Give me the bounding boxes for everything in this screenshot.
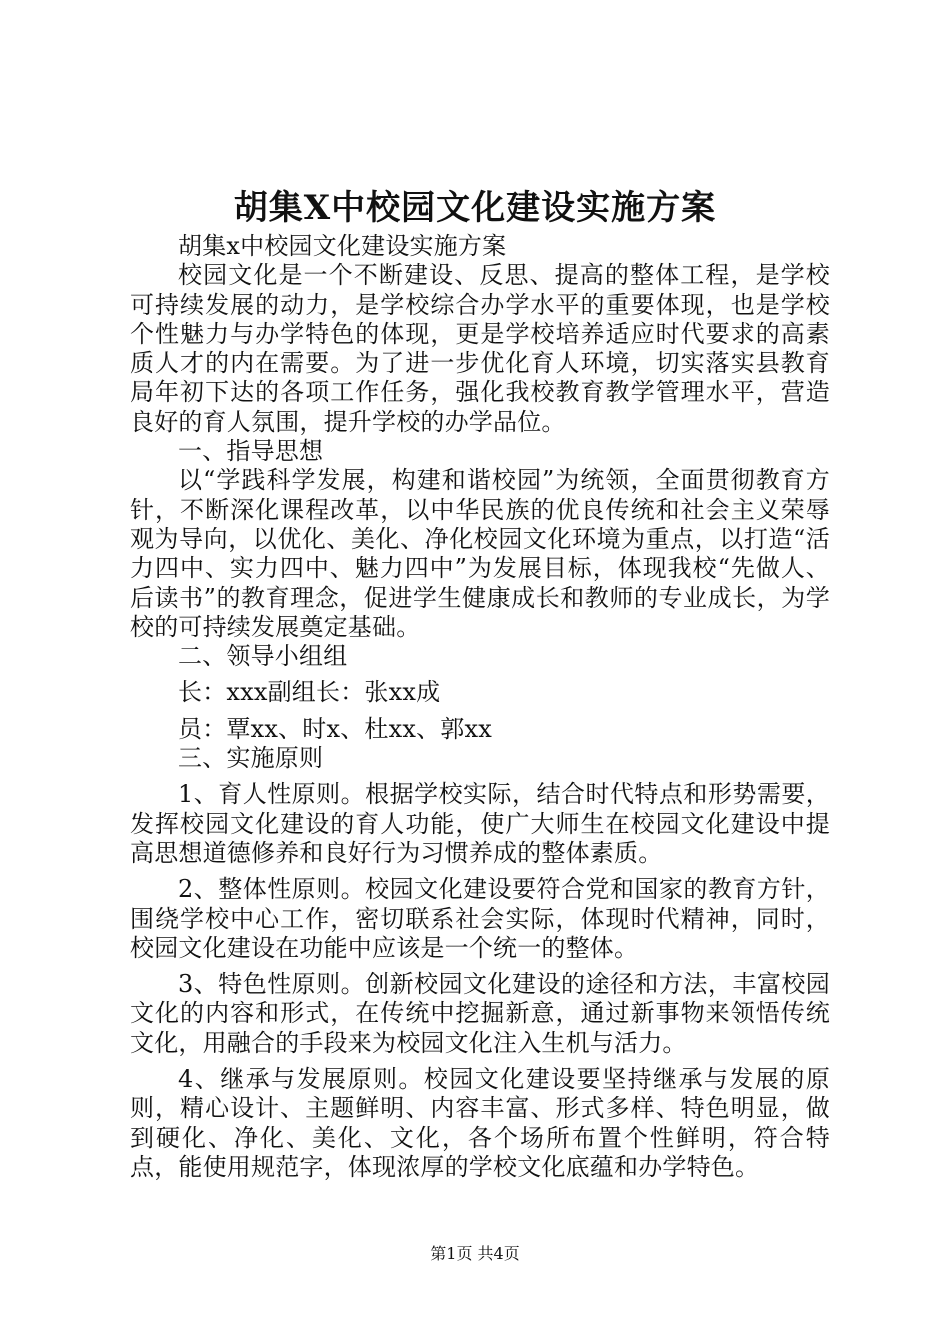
leadership-leader-line: 长：xxx副组长：张xx成: [178, 678, 441, 707]
document-body: [130, 232, 830, 1182]
guiding-thought-paragraph: 以“学践科学发展，构建和谐校园”为统领，全面贯彻教育方针，不断深化课程改革，以中华民族的优良传统和社会主义荣辱观为导向，以优化、美化、净化校园文化环境为重点，以打造“活力四中、实力四中、魅力四中”为发展目标，体现我校“先做人、后读书”的教育理念，促进学生健康成长和教师的专业成长，为学校的可持续发展奠定基础。: [130, 466, 830, 641]
principle-paragraph-4: 4、继承与发展原则。校园文化建设要坚持继承与发展的原则，精心设计、主题鲜明、内容丰富、形式多样、特色明显，做到硬化、净化、美化、文化，各个场所布置个性鲜明，符合特点，能使用规范字，体现浓厚的学校文化底蕴和办学特色。: [130, 1065, 830, 1181]
section-heading-guiding-thought: 一、指导思想: [178, 437, 324, 466]
page-number-footer: 第1页 共4页: [430, 1244, 520, 1263]
intro-paragraph: 校园文化是一个不断建设、反思、提高的整体工程，是学校可持续发展的动力，是学校综合办学水平的重要体现，也是学校个性魅力与办学特色的体现，更是学校培养适应时代要求的高素质人才的内在需要。为了进一步优化育人环境，切实落实县教育局年初下达的各项工作任务，强化我校教育教学管理水平，营造良好的育人氛围，提升学校的办学品位。: [130, 261, 830, 436]
section-heading-leadership-group: 二、领导小组组: [178, 642, 348, 671]
principle-paragraph-2: 2、整体性原则。校园文化建设要符合党和国家的教育方针，围绕学校中心工作，密切联系社会实际，体现时代精神，同时，校园文化建设在功能中应该是一个统一的整体。: [130, 875, 830, 962]
principle-paragraph-1: 1、育人性原则。根据学校实际，结合时代特点和形势需要，发挥校园文化建设的育人功能，使广大师生在校园文化建设中提高思想道德修养和良好行为习惯养成的整体素质。: [130, 780, 830, 867]
subtitle-paragraph: 胡集x中校园文化建设实施方案: [178, 232, 507, 260]
document-title: 胡集X中校园文化建设实施方案: [233, 188, 717, 228]
principle-paragraph-3: 3、特色性原则。创新校园文化建设的途径和方法，丰富校园文化的内容和形式，在传统中挖掘新意，通过新事物来领悟传统文化，用融合的手段来为校园文化注入生机与活力。: [130, 970, 830, 1057]
section-heading-principles: 三、实施原则: [178, 744, 324, 773]
leadership-members-line: 员：覃xx、时x、杜xx、郭xx: [178, 714, 492, 743]
